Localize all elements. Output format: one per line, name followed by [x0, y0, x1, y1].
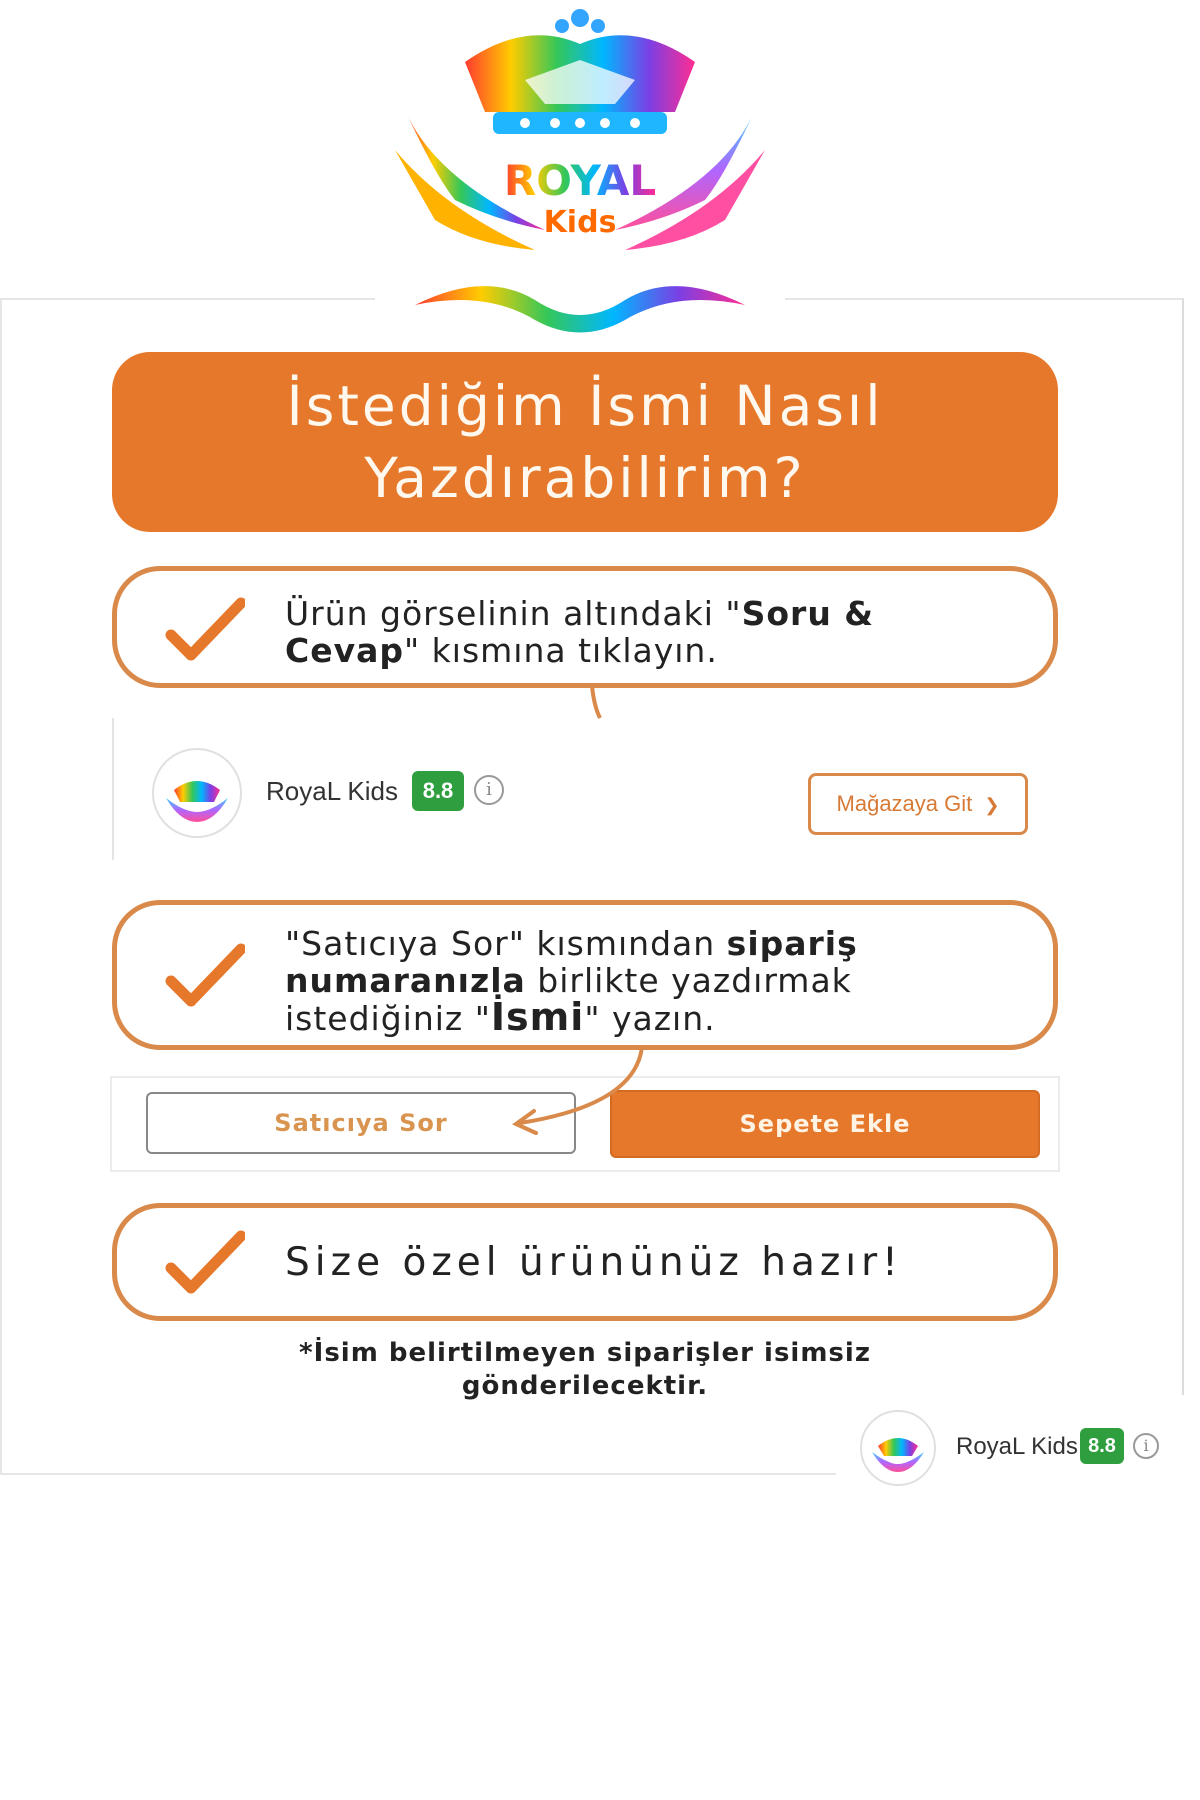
info-icon[interactable]: i: [1133, 1433, 1159, 1459]
info-icon[interactable]: i: [474, 775, 504, 805]
step-3-box: [112, 1203, 1058, 1321]
royal-kids-logo: [375, 0, 785, 355]
page-title: İstediğim İsmi Nasıl Yazdırabilirim?: [286, 374, 884, 510]
store-avatar[interactable]: [152, 748, 242, 838]
step-1-text: Ürün görselinin altındaki "Soru & Cevap" kısmına tıklayın.: [285, 594, 875, 670]
crown-logo-icon: [154, 750, 240, 836]
go-to-store-button[interactable]: [808, 773, 1028, 835]
title-banner: [112, 352, 1058, 532]
step-2-text: "Satıcıya Sor" kısmından sipariş numaranızla birlikte yazdırmak istediğiniz "İsmi" yazın.: [285, 924, 858, 1039]
step-3-text: Size özel ürününüz hazır!: [285, 1240, 903, 1285]
connector-line: [590, 686, 602, 720]
store-avatar[interactable]: [860, 1410, 936, 1486]
check-icon: [165, 597, 245, 661]
svg-text:Kids: Kids: [543, 205, 617, 240]
arrow-icon: [500, 1045, 650, 1135]
check-icon: [165, 943, 245, 1007]
store-rating-badge: 8.8: [412, 771, 464, 811]
store-name[interactable]: RoyaL Kids: [956, 1433, 1078, 1460]
store-rating-badge: 8.8: [1080, 1428, 1124, 1464]
add-to-cart-button[interactable]: Sepete Ekle: [610, 1090, 1040, 1158]
check-icon: [165, 1230, 245, 1294]
chevron-right-icon: ❯: [984, 795, 1000, 815]
disclaimer-note: *İsim belirtilmeyen siparişler isimsiz gönderilecektir.: [299, 1338, 871, 1401]
step-2-box: [112, 900, 1058, 1050]
crown-logo-icon: [862, 1412, 934, 1484]
ask-seller-button[interactable]: Satıcıya Sor: [146, 1092, 576, 1154]
store-name[interactable]: RoyaL Kids: [266, 776, 398, 806]
step-1-box: [112, 566, 1058, 688]
go-to-store-label: Mağazaya Git: [836, 791, 973, 816]
svg-text:ROYAL: ROYAL: [503, 156, 657, 205]
